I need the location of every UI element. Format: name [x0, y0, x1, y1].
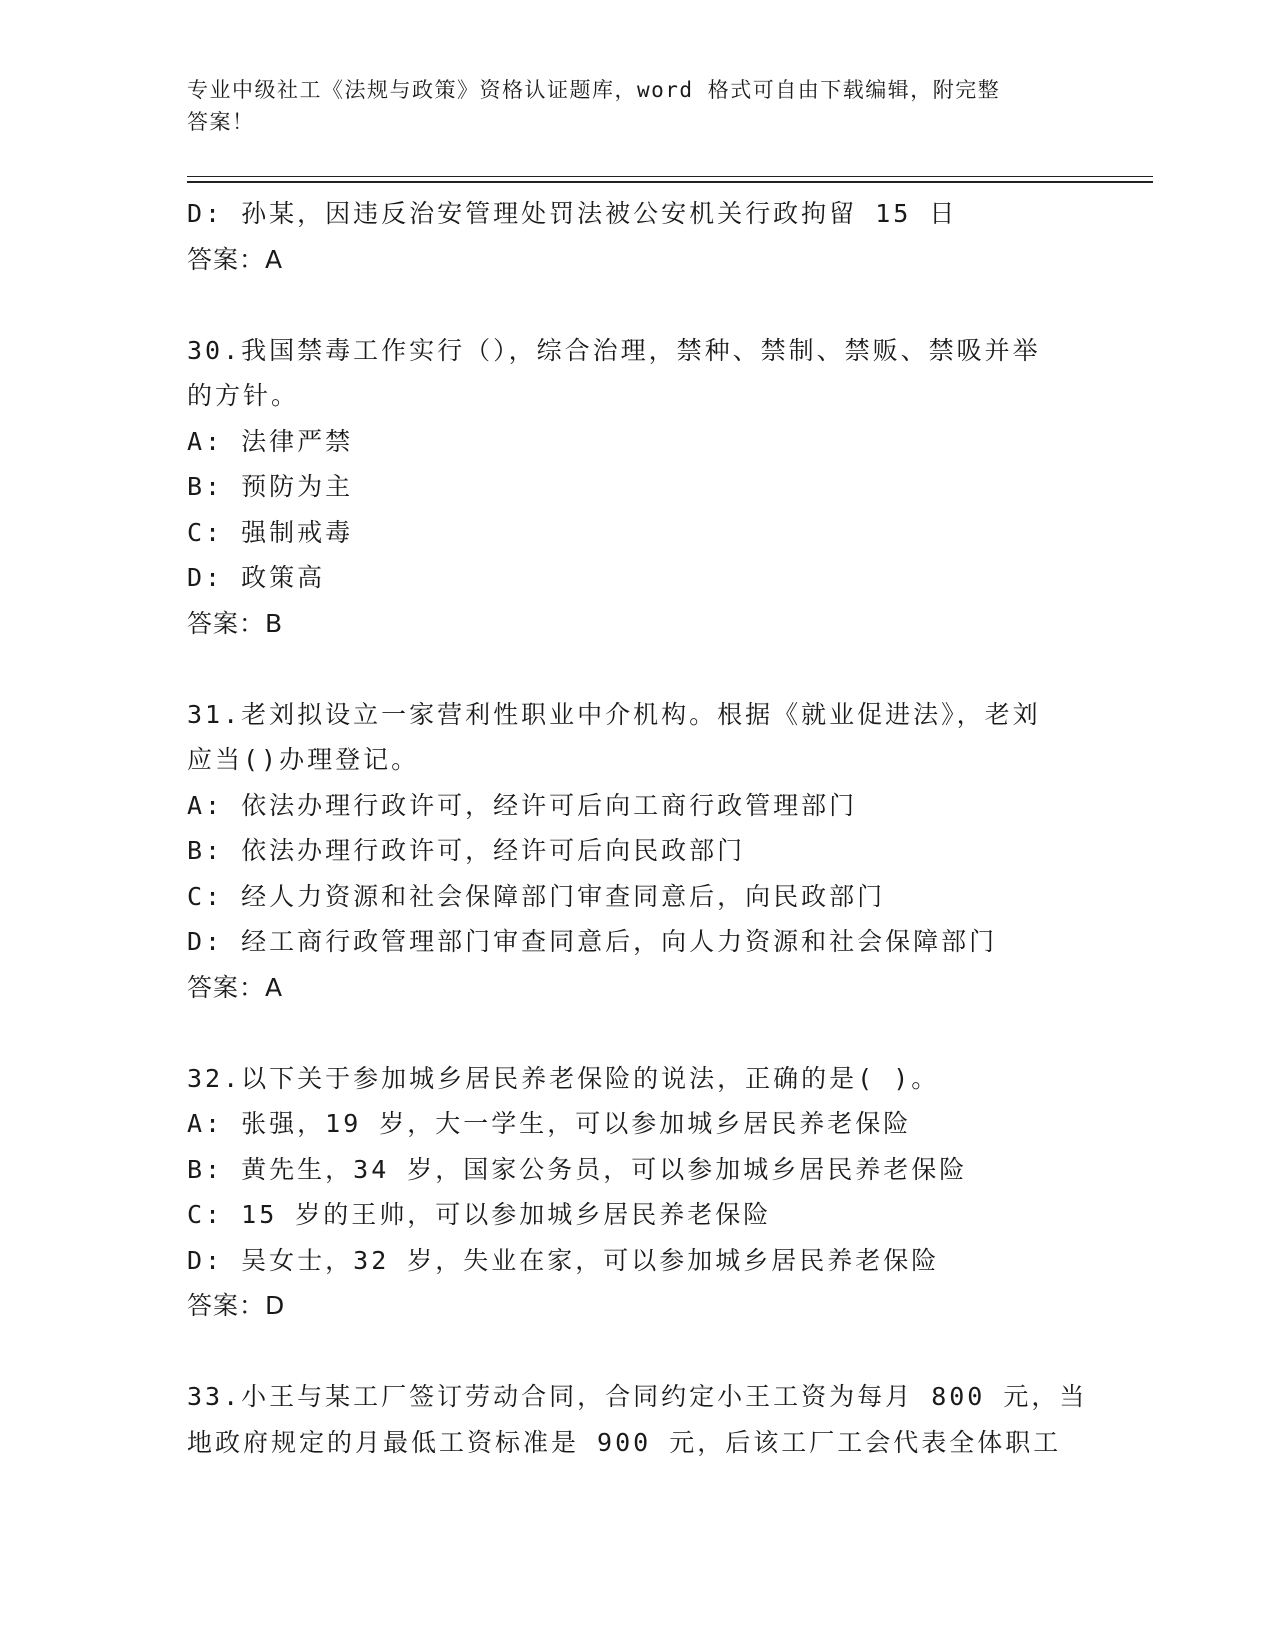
question-30-stem-2: 的方针。	[187, 381, 300, 410]
question-31-option-b: B: 依法办理行政许可，经许可后向民政部门	[187, 836, 746, 865]
question-31-answer: 答案：A	[187, 972, 284, 1002]
question-30	[187, 328, 1087, 647]
question-30-option-a: A: 法律严禁	[187, 426, 354, 456]
header-rule-thick	[187, 181, 1153, 183]
question-31-stem-1: 31.老刘拟设立一家营利性职业中介机构。根据《就业促进法》，老刘	[187, 699, 1041, 729]
question-30-option-d: D: 政策高	[187, 563, 326, 592]
question-31-stem-2: 应当()办理登记。	[187, 745, 420, 774]
question-30-stem-1: 30.我国禁毒工作实行（），综合治理，禁种、禁制、禁贩、禁吸并举	[187, 335, 1041, 365]
question-32	[187, 1056, 1087, 1329]
spacer	[187, 1010, 1087, 1056]
question-31-option-a: A: 依法办理行政许可，经许可后向工商行政管理部门	[187, 790, 858, 820]
question-30-option-b: B: 预防为主	[187, 472, 354, 501]
document-header	[187, 74, 1067, 138]
question-32-option-d: D: 吴女士，32 岁，失业在家，可以参加城乡居民养老保险	[187, 1245, 940, 1275]
question-32-option-b: B: 黄先生，34 岁，国家公务员，可以参加城乡居民养老保险	[187, 1154, 968, 1184]
question-content	[187, 191, 1087, 1465]
question-30-option-c: C: 强制戒毒	[187, 517, 354, 547]
header-line-2: 答案！	[187, 110, 255, 134]
question-31	[187, 692, 1087, 1011]
question-32-option-a: A: 张强，19 岁，大一学生，可以参加城乡居民养老保险	[187, 1109, 912, 1138]
prev-option-d: D: 孙某，因违反治安管理处罚法被公安机关行政拘留 15 日	[187, 199, 958, 228]
header-line-1: 专业中级社工《法规与政策》资格认证题库，word 格式可自由下载编辑，附完整	[187, 78, 1001, 102]
spacer	[187, 282, 1087, 328]
question-32-answer: 答案：D	[187, 1291, 286, 1320]
question-31-option-c: C: 经人力资源和社会保障部门审查同意后，向民政部门	[187, 881, 886, 911]
question-33	[187, 1374, 1087, 1465]
spacer	[187, 1329, 1087, 1375]
question-30-answer: 答案：B	[187, 608, 284, 638]
question-32-stem: 32.以下关于参加城乡居民养老保险的说法，正确的是( )。	[187, 1063, 940, 1093]
header-rule-thin	[187, 176, 1153, 177]
question-32-option-c: C: 15 岁的王帅，可以参加城乡居民养老保险	[187, 1200, 772, 1229]
spacer	[187, 646, 1087, 692]
question-33-stem-2: 地政府规定的月最低工资标准是 900 元，后该工厂工会代表全体职工	[187, 1427, 1062, 1457]
question-31-option-d: D: 经工商行政管理部门审查同意后，向人力资源和社会保障部门	[187, 927, 998, 956]
question-33-stem-1: 33.小王与某工厂签订劳动合同，合同约定小王工资为每月 800 元，当	[187, 1382, 1088, 1411]
prev-answer: 答案：A	[187, 244, 284, 274]
